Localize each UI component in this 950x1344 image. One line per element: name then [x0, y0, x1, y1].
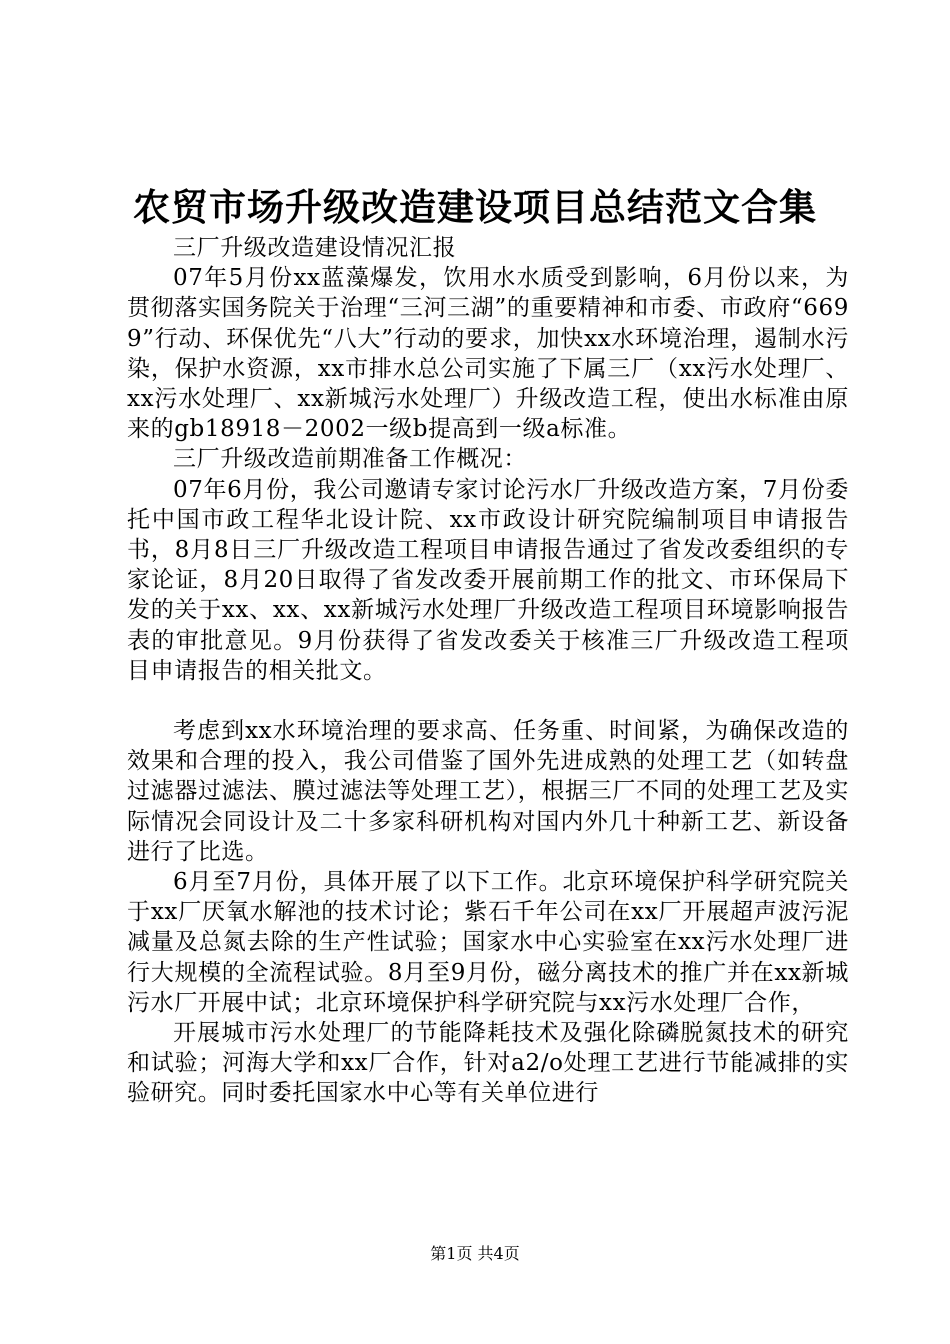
paragraph-process-selection: 考虑到xx水环境治理的要求高、任务重、时间紧，为确保改造的效果和合理的投入，我公司借鉴了国外先进成熟的处理工艺（如转盘过滤器过滤法、膜过滤法等处理工艺），根据三厂不同的处理工艺及实际情况会同设计及二十多家科研机构对国内外几十种新工艺、新设备进行了比选。	[127, 718, 849, 865]
page-number-footer: 第1页 共4页	[430, 1244, 520, 1263]
paragraph-preparation: 07年6月份，我公司邀请专家讨论污水厂升级改造方案，7月份委托中国市政工程华北设计院、xx市政设计研究院编制项目申请报告书，8月8日三厂升级改造工程项目申请报告通过了省发改委组织的专家论证，8月20日取得了省发改委开展前期工作的批文、市环保局下发的关于xx、xx、xx新城污水处理厂升级改造工程项目环境影响报告表的审批意见。9月份获得了省发改委关于核准三厂升级改造工程项目申请报告的相关批文。	[127, 476, 849, 684]
paragraph-heading-preparation: 三厂升级改造前期准备工作概况：	[173, 446, 527, 473]
paragraph-heading-report: 三厂升级改造建设情况汇报	[173, 235, 457, 261]
document-title: 农贸市场升级改造建设项目总结范文合集	[133, 186, 817, 229]
paragraph-background: 07年5月份xx蓝藻爆发，饮用水水质受到影响，6月份以来，为贯彻落实国务院关于治理“三河三湖”的重要精神和市委、市政府“6699”行动、环保优先“八大”行动的要求，加快xx水环境治理，遏制水污染，保护水资源，xx市排水总公司实施了下属三厂（xx污水处理厂、xx污水处理厂、xx新城污水处理厂）升级改造工程，使出水标准由原来的gb18918－2002一级b提高到一级a标准。	[127, 265, 849, 443]
paragraph-work-carried-out: 6月至7月份，具体开展了以下工作。北京环境保护科学研究院关于xx厂厌氧水解池的技术讨论；紫石千年公司在xx厂开展超声波污泥减量及总氮去除的生产性试验；国家水中心实验室在xx污水处理厂进行大规模的全流程试验。8月至9月份，磁分离技术的推广并在xx新城污水厂开展中试；北京环境保护科学研究院与xx污水处理厂合作，	[127, 869, 849, 1016]
paragraph-research: 开展城市污水处理厂的节能降耗技术及强化除磷脱氮技术的研究和试验；河海大学和xx厂合作，针对a2/o处理工艺进行节能减排的实验研究。同时委托国家水中心等有关单位进行	[127, 1020, 849, 1107]
document-body	[127, 233, 849, 1109]
